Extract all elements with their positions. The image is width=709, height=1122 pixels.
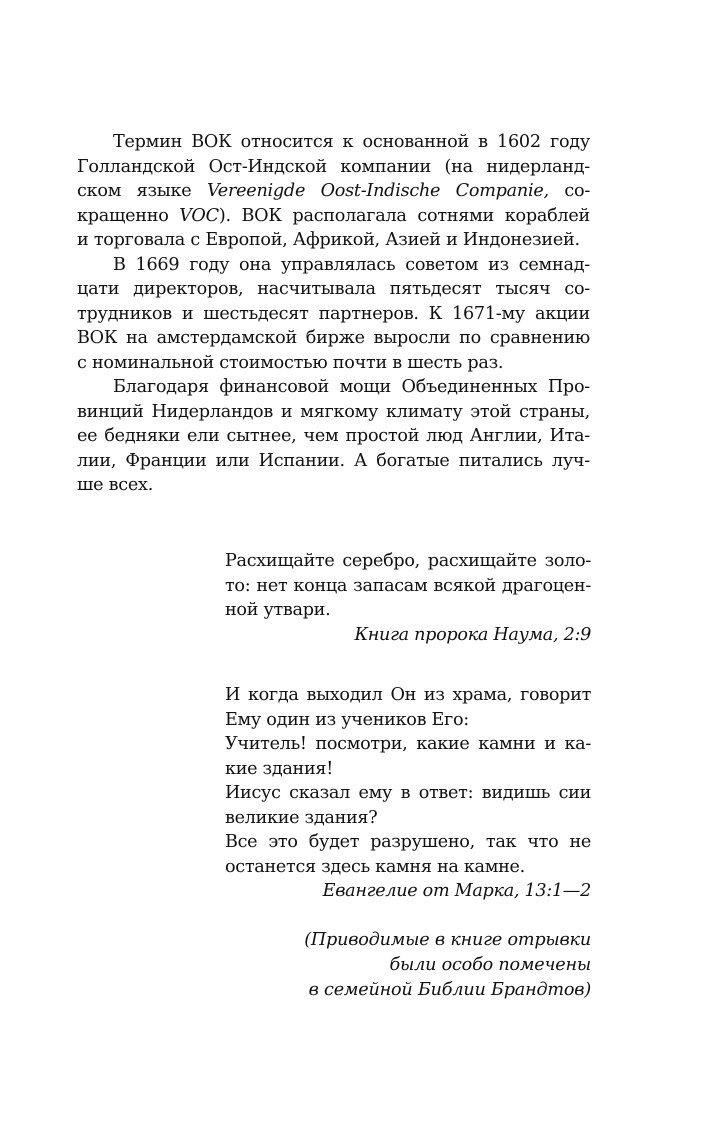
paragraph-line: Благодаря финансовой мощи Объединенных Про- (113, 377, 590, 397)
note-line: (Приводимые в книге отрывки (304, 930, 591, 950)
paragraph-line: ее бедняки ели сытнее, чем простой люд Англии, Ита- (77, 426, 590, 446)
text-run: кращенно (77, 205, 180, 226)
paragraph-line: ВОК на амстердамской бирже выросли по сравнению (77, 328, 590, 348)
company-dutch-name: Vereenigde Oost-Indische Companie, (206, 181, 549, 201)
paragraph-line: лии, Франции или Испании. А богатые питались луч- (77, 450, 590, 471)
paragraph-line: Термин ВОК относится к основанной в 1602 году (113, 132, 590, 152)
paragraph-line: с номинальной стоимостью почти в шесть раз. (77, 352, 504, 373)
epigraph-source: Евангелие от Марка, 13:1—2 (322, 881, 591, 901)
paragraph-line (77, 204, 590, 229)
epigraph-line: Учитель! посмотри, какие камни и ка- (225, 734, 591, 754)
paragraph-line: и торговала с Европой, Африкой, Азией и Индонезией. (77, 230, 580, 250)
note-line: в семейной Библии Брандтов) (308, 979, 591, 1000)
epigraph-line: Иисус сказал ему в ответ: видишь сии (225, 783, 591, 803)
paragraph-line (77, 179, 590, 204)
paragraph-line: винций Нидерландов и мягкому климату этой страны, (77, 401, 590, 422)
epigraph-line: то: нет конца запасам всякой драгоцен- (225, 575, 591, 596)
epigraph-line: кие здания! (225, 758, 333, 779)
epigraph-line: Ему один из учеников Его: (225, 709, 469, 730)
note-line: были особо помечены (389, 954, 591, 975)
paragraph-line: трудников и шестьдесят партнеров. К 1671-му акции (77, 303, 590, 324)
epigraph-source: Книга пророка Наума, 2:9 (354, 624, 591, 645)
text-run: ском языке (77, 181, 207, 201)
epigraph-line: великие здания? (225, 807, 378, 828)
intro-text (77, 130, 590, 498)
epigraph-line: останется здесь камня на камне. (225, 856, 525, 877)
paragraph-line: ше всех. (77, 475, 154, 495)
epigraph-mark (225, 683, 591, 904)
epigraph-line: Все это будет разрушено, так что не (225, 832, 591, 852)
epigraph-nahum (225, 549, 591, 647)
editorial-note (280, 928, 591, 1002)
paragraph-line: Голландской Ост-Индской компании (на нидерланд- (77, 156, 590, 177)
epigraph-line: Расхищайте серебро, расхищайте золо- (225, 551, 591, 571)
epigraph-line: И когда выходил Он из храма, говорит (225, 685, 591, 705)
paragraph-line: цати директоров, насчитывала пятьдесят тысяч со- (77, 279, 590, 299)
text-run: со- (548, 181, 591, 201)
text-run: ). ВОК располагала сотнями кораблей (218, 205, 590, 226)
company-abbreviation: VOC (179, 205, 219, 226)
epigraph-line: ной утвари. (225, 600, 331, 620)
paragraph-line: В 1669 году она управлялась советом из семнад- (113, 254, 590, 275)
